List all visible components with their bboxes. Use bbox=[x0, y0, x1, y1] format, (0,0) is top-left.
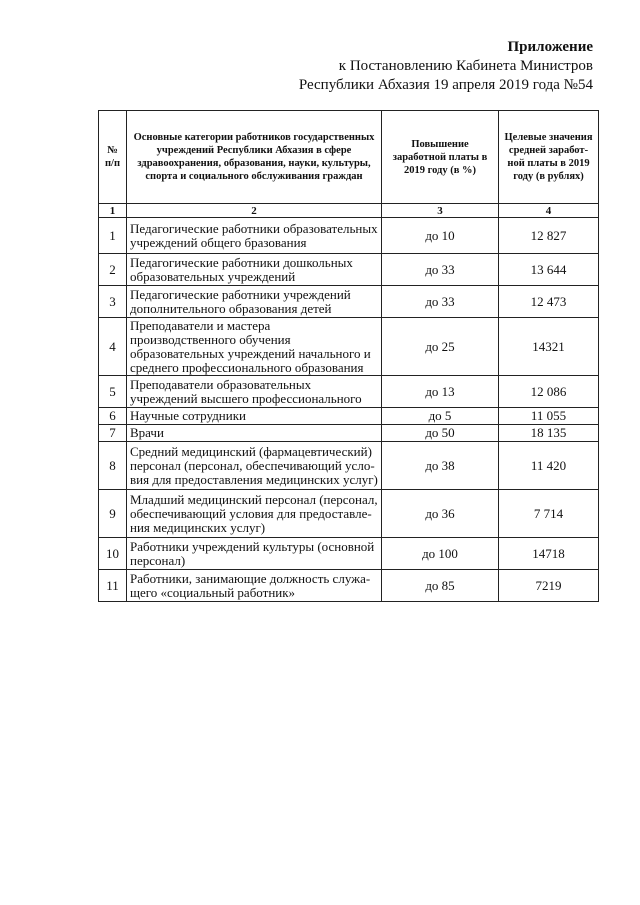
row-category: Средний медицинский (фармацевтический) персонал (персонал, обеспечивающий усло- вия для предоставления медицинских услуг) bbox=[127, 442, 382, 490]
row-category: Работники, занимающие должность служа- щего «социальный работник» bbox=[127, 570, 382, 602]
table-row bbox=[99, 490, 599, 538]
row-increase: до 50 bbox=[382, 425, 499, 442]
table-row bbox=[99, 442, 599, 490]
header-num: № п/п bbox=[99, 111, 127, 204]
row-increase: до 25 bbox=[382, 318, 499, 376]
row-number: 10 bbox=[99, 538, 127, 570]
table-row bbox=[99, 318, 599, 376]
row-increase: до 5 bbox=[382, 408, 499, 425]
row-category: Преподаватели и мастера производственного обучения образовательных учреждений начального и среднего профессионального образования bbox=[127, 318, 382, 376]
row-salary: 13 644 bbox=[499, 254, 599, 286]
column-number: 2 bbox=[127, 204, 382, 218]
resolution-date: Республики Абхазия 19 апреля 2019 года №54 bbox=[298, 77, 593, 93]
row-increase: до 100 bbox=[382, 538, 499, 570]
row-number: 7 bbox=[99, 425, 127, 442]
table-row bbox=[99, 286, 599, 318]
resolution-reference: к Постановлению Кабинета Министров bbox=[338, 58, 593, 74]
table-row bbox=[99, 254, 599, 286]
appendix-title: Приложение bbox=[507, 39, 593, 55]
row-number: 11 bbox=[99, 570, 127, 602]
table-row bbox=[99, 218, 599, 254]
row-increase: до 33 bbox=[382, 286, 499, 318]
row-number: 9 bbox=[99, 490, 127, 538]
table-row bbox=[99, 376, 599, 408]
row-number: 6 bbox=[99, 408, 127, 425]
column-number: 1 bbox=[99, 204, 127, 218]
table-row bbox=[99, 425, 599, 442]
row-number: 8 bbox=[99, 442, 127, 490]
row-category: Работники учреждений культуры (основной персонал) bbox=[127, 538, 382, 570]
row-category: Педагогические работники образовательных учреждений общего бразования bbox=[127, 218, 382, 254]
row-increase: до 36 bbox=[382, 490, 499, 538]
row-salary: 12 086 bbox=[499, 376, 599, 408]
row-salary: 7 714 bbox=[499, 490, 599, 538]
column-number: 3 bbox=[382, 204, 499, 218]
row-number: 2 bbox=[99, 254, 127, 286]
column-number-row bbox=[99, 204, 599, 218]
table-row bbox=[99, 538, 599, 570]
row-increase: до 33 bbox=[382, 254, 499, 286]
row-salary: 11 420 bbox=[499, 442, 599, 490]
row-salary: 18 135 bbox=[499, 425, 599, 442]
header-increase: Повышение заработной платы в 2019 году (в %) bbox=[382, 111, 499, 204]
header-salary: Целевые значения средней заработ- ной платы в 2019 году (в рублях) bbox=[499, 111, 599, 204]
row-category: Педагогические работники учреждений дополнительного образования детей bbox=[127, 286, 382, 318]
salary-table bbox=[98, 110, 599, 602]
row-number: 4 bbox=[99, 318, 127, 376]
row-category: Врачи bbox=[127, 425, 382, 442]
row-increase: до 85 bbox=[382, 570, 499, 602]
column-number: 4 bbox=[499, 204, 599, 218]
row-increase: до 10 bbox=[382, 218, 499, 254]
header-category: Основные категории работников государственных учреждений Республики Абхазия в сфере здравоохранения, образования, науки, культуры, спорта и социального обслуживания граждан bbox=[127, 111, 382, 204]
row-salary: 12 827 bbox=[499, 218, 599, 254]
row-number: 1 bbox=[99, 218, 127, 254]
document-header bbox=[299, 38, 593, 95]
row-increase: до 13 bbox=[382, 376, 499, 408]
row-number: 3 bbox=[99, 286, 127, 318]
row-salary: 11 055 bbox=[499, 408, 599, 425]
row-category: Научные сотрудники bbox=[127, 408, 382, 425]
row-salary: 14718 bbox=[499, 538, 599, 570]
table-row bbox=[99, 570, 599, 602]
row-category: Преподаватели образовательных учреждений высшего профессионального bbox=[127, 376, 382, 408]
table-row bbox=[99, 408, 599, 425]
row-salary: 12 473 bbox=[499, 286, 599, 318]
row-category: Педагогические работники дошкольных образовательных учреждений bbox=[127, 254, 382, 286]
row-salary: 7219 bbox=[499, 570, 599, 602]
table-header-row bbox=[99, 111, 599, 204]
row-salary: 14321 bbox=[499, 318, 599, 376]
row-number: 5 bbox=[99, 376, 127, 408]
row-increase: до 38 bbox=[382, 442, 499, 490]
row-category: Младший медицинский персонал (персонал, обеспечивающий условия для предоставле- ния медицинских услуг) bbox=[127, 490, 382, 538]
